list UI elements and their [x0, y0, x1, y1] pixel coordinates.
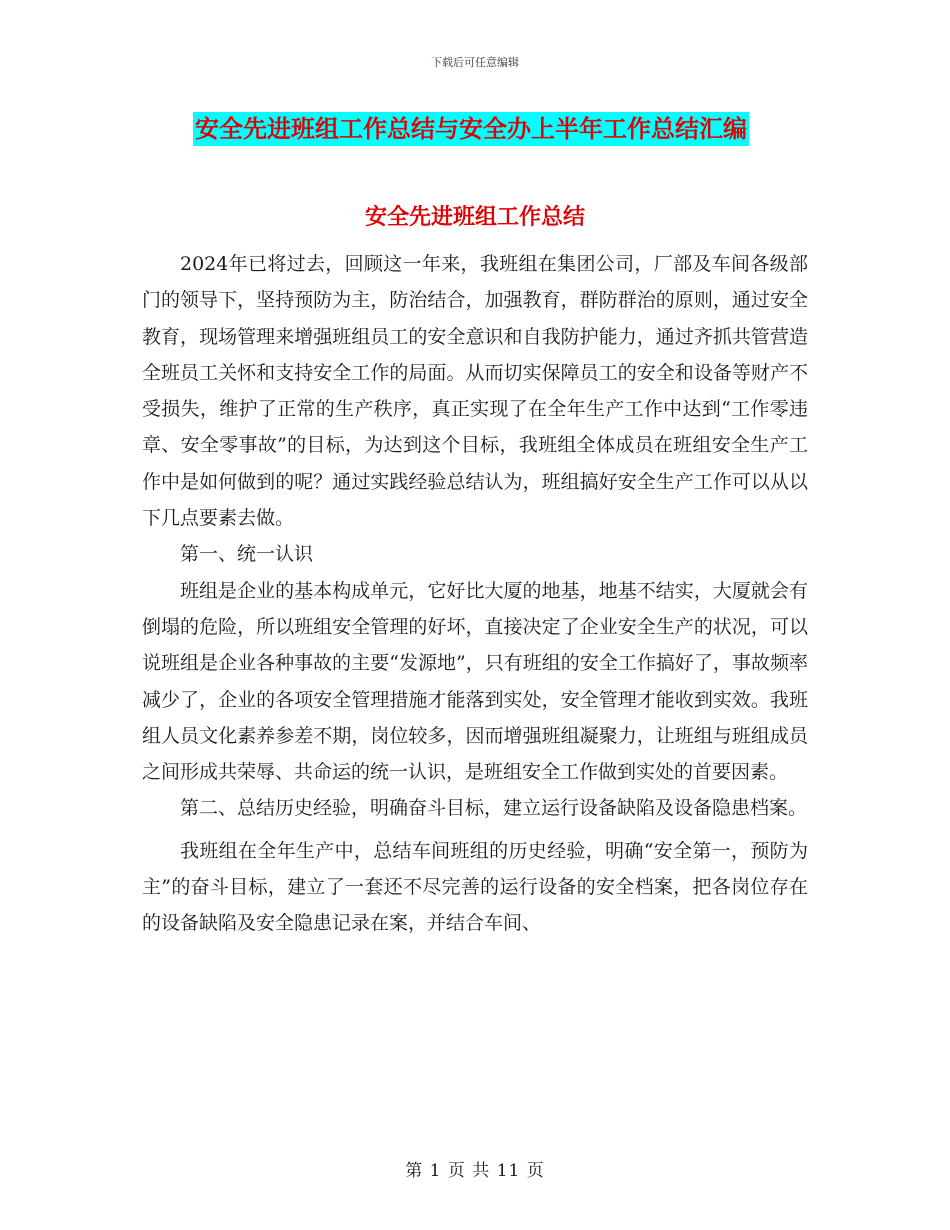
paragraph-unify-understanding: 班组是企业的基本构成单元，它好比大厦的地基，地基不结实，大厦就会有倒塌的危险，所以班组安全管理的好坏，直接决定了企业安全生产的状况，可以说班组是企业各种事故的主要“发源地”，只有班组的安全工作搞好了，事故频率减少了，企业的各项安全管理措施才能落到实处，安全管理才能收到实效。我班组人员文化素养参差不期，岗位较多，因而增强班组凝聚力，让班组与班组成员之间形成共荣辱、共命运的统一认识，是班组安全工作做到实处的首要因素。	[142, 579, 808, 784]
paragraph-intro: 2024年已将过去，回顾这一年来，我班组在集团公司，厂部及车间各级部门的领导下，坚持预防为主，防治结合，加强教育，群防群治的原则，通过安全教育，现场管理来增强班组员工的安全意识和自我防护能力，通过齐抓共管营造全班员工关怀和支持安全工作的局面。从而切实保障员工的安全和设备等财产不受损失，维护了正常的生产秩序，真正实现了在全年生产工作中达到“工作零违章、安全零事故”的目标，为达到这个目标，我班组全体成员在班组安全生产工作中是如何做到的呢？通过实践经验总结认为，班组搞好安全生产工作可以从以下几点要素去做。	[142, 253, 808, 530]
paragraph-history-experience: 我班组在全年生产中，总结车间班组的历史经验，明确“安全第一，预防为主”的奋斗目标，建立了一套还不尽完善的运行设备的安全档案，把各岗位存在的设备缺陷及安全隐患记录在案，并结合车间、	[142, 839, 808, 935]
main-title: 安全先进班组工作总结与安全办上半年工作总结汇编	[193, 112, 749, 146]
document-body	[142, 246, 808, 942]
header-note: 下载后可任意编辑	[431, 56, 519, 69]
paragraph-heading-1: 第一、统一认识	[180, 543, 314, 566]
paragraph-heading-2: 第二、总结历史经验，明确奋斗目标，建立运行设备缺陷及设备隐患档案。	[180, 797, 808, 820]
page-number: 第 1 页 共 11 页	[405, 1161, 545, 1181]
section-title: 安全先进班组工作总结	[364, 205, 585, 230]
